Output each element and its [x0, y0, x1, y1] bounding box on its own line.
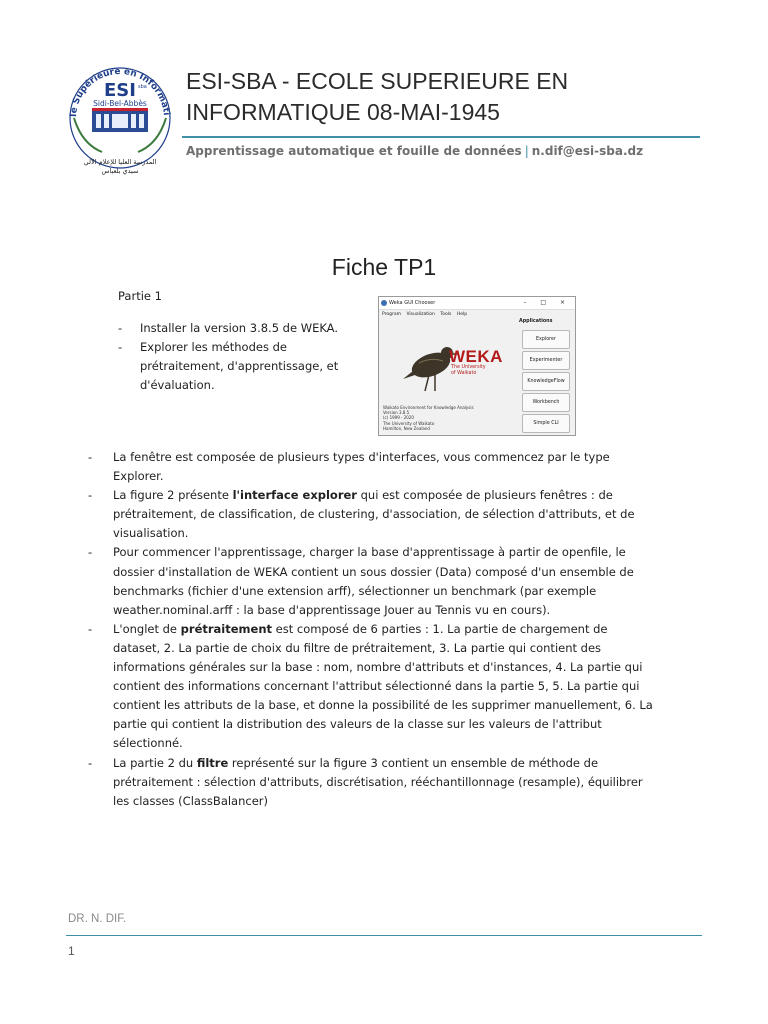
- section-label: Partie 1: [118, 289, 162, 303]
- header-title-line2: INFORMATIQUE 08-MAI-1945: [186, 99, 500, 125]
- logo-acronym: ESI: [104, 80, 136, 101]
- logo-arabic-line1: المدرسة العليا للإعلام الآلي: [83, 158, 157, 166]
- school-logo: [62, 56, 178, 180]
- simple-cli-button: Simple CLI: [522, 414, 570, 433]
- header-subtitle: [186, 144, 643, 158]
- subtitle-separator: |: [524, 144, 529, 158]
- info-line: Version 3.8.5: [383, 410, 410, 416]
- text-segment: représenté sur la figure 3 contient un ensemble de méthode de prétraitement : sélection d'attributs, discrétisation, rééchantillonnage (resample), équilibrer les classes (ClassBalancer): [113, 755, 643, 808]
- emphasized-text: filtre: [196, 755, 229, 770]
- emphasized-text: prétraitement: [180, 621, 273, 636]
- header-title: [186, 66, 726, 128]
- explorer-button: Explorer: [522, 330, 570, 349]
- workbench-button: Workbench: [522, 393, 570, 412]
- knowledgeflow-button: KnowledgeFlow: [522, 372, 570, 391]
- logo-city: Sidi-Bel-Abbès: [93, 99, 147, 108]
- logo-arabic-line2: سيدي بلعباس: [101, 167, 139, 175]
- weka-info: [383, 405, 474, 431]
- page-number: 1: [68, 944, 75, 958]
- header-title-line1: ESI-SBA - ECOLE SUPERIEURE EN: [186, 68, 569, 94]
- window-title: Weka GUI Chooser: [389, 300, 436, 306]
- weka-logo-subtitle: [451, 365, 486, 376]
- footer-divider: [66, 935, 702, 936]
- menu-program: Program: [382, 312, 401, 317]
- emphasized-text: l'interface explorer: [232, 488, 357, 503]
- logo-arc-text: le Supérieure en Informati: [68, 66, 171, 118]
- instructions-list: [88, 448, 656, 811]
- menu-bar: [379, 310, 575, 319]
- list-item: [88, 448, 656, 486]
- footer-author: DR. N. DIF.: [68, 913, 127, 925]
- weka-app-icon: [381, 300, 387, 306]
- logo-sub-line2: of Waikato: [451, 370, 477, 376]
- experimenter-button: Experimenter: [522, 351, 570, 370]
- weka-gui-chooser-screenshot: [378, 296, 576, 436]
- text-segment: L'onglet de: [113, 621, 181, 636]
- course-name: Apprentissage automatique et fouille de données: [186, 144, 522, 158]
- logo-badge: sba: [138, 84, 147, 90]
- info-line: Hamilton, New Zealand: [383, 425, 430, 431]
- text-segment: Pour commencer l'apprentissage, charger la base d'apprentissage à partir de openfile, le dossier d'installation de WEKA contient un sous dossier (Data) composé d'un ensemble de benchmarks (fichier d'une extension arff), sélectionner un benchmark (par exemple weather.nominal.arff : la base d'apprentissage Jouer au Tennis vu en cours).: [113, 545, 634, 617]
- info-line: Waikato Environment for Knowledge Analysis: [383, 405, 474, 410]
- weka-logo-text: WEKA: [449, 347, 503, 366]
- info-line: (c) 1999 - 2020: [383, 415, 414, 421]
- page-title: Fiche TP1: [331, 254, 437, 280]
- window-controls: – □ ×: [523, 299, 571, 306]
- window-titlebar: [379, 297, 575, 310]
- applications-label: Applications: [519, 319, 553, 324]
- list-item: - Installer la version 3.8.5 de WEKA.: [118, 319, 350, 338]
- list-item: - Explorer les méthodes de prétraitement, d'apprentissage, et d'évaluation.: [118, 338, 350, 395]
- menu-tools: Tools: [440, 312, 452, 317]
- menu-visualization: Visualization: [406, 312, 435, 317]
- text-segment: qui est composée de plusieurs fenêtres : de prétraitement, de classification, de clustering, d'association, de sélection d'attributs, et de visualisation.: [113, 488, 635, 541]
- header-divider: [182, 136, 700, 138]
- list-item: [88, 620, 656, 754]
- menu-help: Help: [456, 312, 468, 317]
- list-item: [88, 486, 656, 543]
- partie-list: [118, 319, 350, 395]
- info-line: The University of Waikato: [383, 420, 435, 426]
- list-item: [88, 754, 656, 811]
- text-segment: La figure 2 présente: [113, 488, 233, 503]
- logo-sub-line1: The University: [451, 365, 486, 370]
- text-segment: La partie 2 du: [113, 755, 197, 770]
- list-item: [88, 543, 656, 619]
- text-segment: est composé de 6 parties : 1. La partie de chargement de dataset, 2. La partie de choix du filtre de prétraitement, 3. La partie qui contient des informations générales sur la base : nom, nombre d'attributs et d'instances, 4. La partie qui contient des informations concernant l'attribut sélectionné dans la partie 5, 5. La partie qui contient les attributs de la base, et donne la possibilité de les supprimer manuellement, 6. La partie qui contient la distribution des valeurs de la classe sur les valeurs de l'attribut sélectionné.: [113, 621, 653, 751]
- contact-email[interactable]: n.dif@esi-sba.dz: [531, 144, 644, 158]
- text-segment: La fenêtre est composée de plusieurs types d'interfaces, vous commencez par le type Explorer.: [113, 450, 610, 484]
